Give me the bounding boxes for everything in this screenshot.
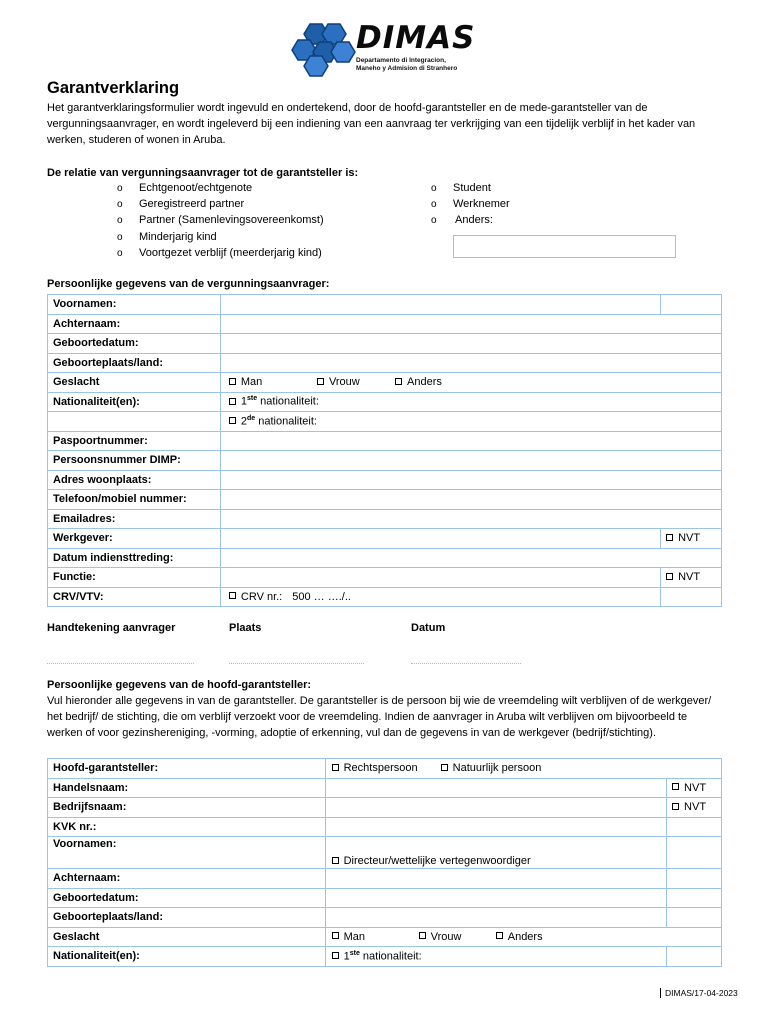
label-directeur: Directeur/wettelijke vertegenwoordiger: [343, 855, 531, 867]
label-voornamen-garant: Voornamen:: [48, 837, 326, 869]
extra-cell: [667, 908, 722, 928]
checkbox-vrouw[interactable]: [419, 931, 493, 943]
input-geboortedatum[interactable]: [220, 334, 721, 354]
option-voortgezet-verblijf[interactable]: Voortgezet verblijf (meerderjarig kind): [139, 247, 322, 259]
input-handelsnaam[interactable]: [325, 778, 666, 798]
table-row: [48, 888, 722, 908]
nat1-number: 1: [343, 950, 350, 963]
table-row: [48, 295, 722, 315]
checkbox-vrouw[interactable]: [317, 376, 392, 388]
label-man: Man: [343, 930, 366, 943]
crv-label: CRV nr.:: [240, 590, 283, 603]
nat1-label: nationaliteit:: [257, 396, 319, 409]
label-email: Emailadres:: [48, 509, 221, 529]
bullet-icon: o: [431, 183, 437, 194]
label-crv: CRV/VTV:: [48, 587, 221, 607]
table-row: [48, 470, 722, 490]
table-row: [48, 548, 722, 568]
label-datum-indienst: Datum indiensttreding:: [48, 548, 221, 568]
checkbox-icon: [332, 932, 339, 939]
table-row: [48, 353, 722, 373]
label-anders: Anders: [407, 376, 442, 389]
label-geboortedatum-garant: Geboortedatum:: [48, 888, 326, 908]
date-line[interactable]: [411, 663, 521, 664]
table-row: [48, 869, 722, 889]
label-achternaam: Achternaam:: [48, 314, 221, 334]
extra-cell: [667, 888, 722, 908]
checkbox-directeur[interactable]: [325, 837, 666, 869]
checkbox-nationaliteit-2[interactable]: [220, 412, 721, 432]
checkbox-icon: [672, 803, 679, 810]
page-title: Garantverklaring: [47, 79, 180, 97]
label-achternaam-garant: Achternaam:: [48, 869, 326, 889]
logo-wordmark: DIMAS: [356, 20, 476, 56]
geslacht-options: [220, 373, 721, 393]
checkbox-icon: [229, 592, 236, 599]
label-geboorteplaats: Geboorteplaats/land:: [48, 353, 221, 373]
logo-subtitle-line2: Maneho y Admision di Stranhero: [356, 65, 458, 72]
input-bedrijfsnaam[interactable]: [325, 798, 666, 818]
guarantor-table: [47, 758, 722, 967]
label-nvt: NVT: [684, 781, 707, 794]
option-geregistreerd-partner[interactable]: Geregistreerd partner: [139, 198, 245, 210]
extra-cell: [661, 295, 722, 315]
label-kvk: KVK nr.:: [48, 817, 326, 837]
checkbox-handelsnaam-nvt[interactable]: [667, 778, 722, 798]
label-nationaliteit: Nationaliteit(en):: [48, 392, 221, 412]
applicant-table: [47, 294, 722, 607]
nat2-number: 2: [240, 415, 247, 428]
checkbox-icon: [229, 398, 236, 405]
label-nvt: NVT: [678, 532, 701, 545]
label-vrouw: Vrouw: [430, 930, 462, 943]
guarantor-heading: Persoonlijke gegevens van de hoofd-garantsteller:: [47, 679, 312, 691]
checkbox-icon: [395, 378, 402, 385]
option-partner[interactable]: Partner (Samenlevingsovereenkomst): [139, 214, 324, 226]
table-row: [48, 947, 722, 967]
table-row: [48, 817, 722, 837]
checkbox-icon: [496, 932, 503, 939]
nat1-number: 1: [240, 396, 247, 409]
table-row: [48, 412, 722, 432]
label-telefoon: Telefoon/mobiel nummer:: [48, 490, 221, 510]
checkbox-icon: [666, 534, 673, 541]
bullet-icon: o: [431, 215, 437, 226]
bullet-icon: o: [117, 183, 123, 194]
input-functie[interactable]: [220, 568, 660, 588]
input-persoonsnummer[interactable]: [220, 451, 721, 471]
label-geboorteplaats-garant: Geboorteplaats/land:: [48, 908, 326, 928]
label-nvt: NVT: [678, 571, 701, 584]
table-row: [48, 490, 722, 510]
label-geslacht-garant: Geslacht: [48, 927, 326, 947]
input-voornamen[interactable]: [220, 295, 660, 315]
logo-subtitle: [356, 57, 457, 73]
checkbox-rechtspersoon[interactable]: [332, 762, 438, 774]
input-achternaam[interactable]: [220, 314, 721, 334]
relation-heading: De relatie van vergunningsaanvrager tot de garantsteller is:: [47, 167, 359, 179]
date-label: Datum: [411, 622, 446, 634]
logo-subtitle-line1: Departamento di Integracion,: [356, 57, 446, 64]
input-telefoon[interactable]: [220, 490, 721, 510]
input-adres[interactable]: [220, 470, 721, 490]
table-row: [48, 373, 722, 393]
table-row: [48, 778, 722, 798]
checkbox-nationaliteit-garant[interactable]: [325, 947, 666, 967]
checkbox-functie-nvt[interactable]: [661, 568, 722, 588]
label-anders: Anders: [507, 930, 543, 943]
input-email[interactable]: [220, 509, 721, 529]
input-datum-indienst[interactable]: [220, 548, 721, 568]
checkbox-werkgever-nvt[interactable]: [661, 529, 722, 549]
crv-value: 500 … …./..: [292, 590, 351, 603]
geslacht-options-garant: [325, 927, 721, 947]
extra-cell: [661, 587, 722, 607]
table-row: [48, 837, 722, 869]
label-hoofd-garantsteller: Hoofd-garantsteller:: [48, 759, 326, 779]
label-paspoort: Paspoortnummer:: [48, 431, 221, 451]
checkbox-icon: [229, 417, 236, 424]
nat2-suffix: de: [247, 414, 256, 422]
checkbox-icon: [332, 857, 339, 864]
checkbox-nationaliteit-1[interactable]: [220, 392, 721, 412]
bullet-icon: o: [117, 232, 123, 243]
label-man: Man: [240, 376, 263, 389]
checkbox-icon: [332, 952, 339, 959]
label-rechtspersoon: Rechtspersoon: [343, 762, 418, 775]
option-minderjarig-kind[interactable]: Minderjarig kind: [139, 231, 217, 243]
bullet-icon: o: [117, 215, 123, 226]
checkbox-man[interactable]: [332, 931, 416, 943]
option-student[interactable]: Student: [453, 182, 491, 194]
input-werkgever[interactable]: [220, 529, 660, 549]
applicant-heading: Persoonlijke gegevens van de vergunningsaanvrager:: [47, 278, 330, 290]
checkbox-anders[interactable]: [496, 931, 543, 943]
nat2-label: nationaliteit:: [255, 415, 317, 428]
table-row: [48, 451, 722, 471]
label-handelsnaam: Handelsnaam:: [48, 778, 326, 798]
nat1-suffix: ste: [349, 949, 360, 957]
hoofd-options: [325, 759, 721, 779]
table-row: [48, 314, 722, 334]
empty-label-cell: [48, 412, 221, 432]
checkbox-icon: [317, 378, 324, 385]
checkbox-man[interactable]: [229, 376, 314, 388]
checkbox-icon: [441, 764, 448, 771]
label-geslacht: Geslacht: [48, 373, 221, 393]
label-nvt: NVT: [684, 801, 707, 814]
checkbox-anders[interactable]: [395, 376, 442, 388]
checkbox-icon: [332, 764, 339, 771]
input-paspoort[interactable]: [220, 431, 721, 451]
checkbox-icon: [229, 378, 236, 385]
signature-label: Handtekening aanvrager: [47, 622, 176, 634]
checkbox-natuurlijk-persoon[interactable]: [441, 762, 542, 774]
input-kvk[interactable]: [325, 817, 666, 837]
nat1-label: nationaliteit:: [359, 950, 422, 963]
intro-paragraph: Het garantverklaringsformulier wordt ingevuld en ondertekend, door de hoofd-garantsteller en de mede-garantsteller van de vergunningsaanvrager, en wordt ingeleverd bij een indiening van een aanvraag ter verkrijging van een tijdelijk verblijf in het kader van werken, studeren of wonen in Aruba.: [47, 102, 696, 146]
checkbox-crv[interactable]: [220, 587, 660, 607]
hexagon-logo-icon: [290, 20, 360, 78]
checkbox-icon: [672, 783, 679, 790]
table-row: [48, 509, 722, 529]
option-werknemer[interactable]: Werknemer: [453, 198, 510, 210]
checkbox-icon: [666, 573, 673, 580]
table-row: [48, 759, 722, 779]
label-natuurlijk-persoon: Natuurlijk persoon: [452, 762, 542, 775]
label-persoonsnummer: Persoonsnummer DIMP:: [48, 451, 221, 471]
label-functie: Functie:: [48, 568, 221, 588]
table-row: [48, 798, 722, 818]
table-row: [48, 927, 722, 947]
place-line[interactable]: [229, 663, 364, 664]
extra-cell: [667, 817, 722, 837]
label-voornamen: Voornamen:: [48, 295, 221, 315]
nat1-suffix: ste: [247, 395, 258, 403]
input-achternaam-garant[interactable]: [325, 869, 666, 889]
table-row: [48, 529, 722, 549]
footer-doc-id: DIMAS/17-04-2023: [660, 988, 738, 998]
label-geboortedatum: Geboortedatum:: [48, 334, 221, 354]
extra-cell: [667, 947, 722, 967]
table-row: [48, 568, 722, 588]
label-adres: Adres woonplaats:: [48, 470, 221, 490]
checkbox-bedrijfsnaam-nvt[interactable]: [667, 798, 722, 818]
place-label: Plaats: [229, 622, 262, 634]
bullet-icon: o: [117, 248, 123, 259]
anders-input[interactable]: [453, 235, 676, 258]
option-anders[interactable]: Anders:: [455, 214, 493, 226]
label-bedrijfsnaam: Bedrijfsnaam:: [48, 798, 326, 818]
input-geboorteplaats[interactable]: [220, 353, 721, 373]
label-vrouw: Vrouw: [328, 376, 360, 389]
dimas-logo: [290, 20, 485, 80]
input-geboorteplaats-garant[interactable]: [325, 908, 666, 928]
option-echtgenoot[interactable]: Echtgenoot/echtgenote: [139, 182, 253, 194]
input-geboortedatum-garant[interactable]: [325, 888, 666, 908]
table-row: [48, 431, 722, 451]
label-werkgever: Werkgever:: [48, 529, 221, 549]
checkbox-icon: [419, 932, 426, 939]
extra-cell: [667, 837, 722, 869]
bullet-icon: o: [431, 199, 437, 210]
table-row: [48, 587, 722, 607]
extra-cell: [667, 869, 722, 889]
bullet-icon: o: [117, 199, 123, 210]
signature-line[interactable]: [47, 663, 194, 664]
guarantor-description: Vul hieronder alle gegevens in van de garantsteller. De garantsteller is de persoon bij wie de vreemdeling wilt verblijven of de werkgever/ het bedrijf/ de stichting, die om verblijf verzoekt voor de vreemdeling. Indien de aanvrager in Aruba wilt verblijven om bijvoorbeeld te werken of voor gezinshereniging, -vorming, adoptie of erkenning, vul dan de gegevens in van de werkgever (bedrijf/stichting).: [47, 695, 712, 739]
table-row: [48, 392, 722, 412]
label-nationaliteit-garant: Nationaliteit(en):: [48, 947, 326, 967]
table-row: [48, 334, 722, 354]
table-row: [48, 908, 722, 928]
